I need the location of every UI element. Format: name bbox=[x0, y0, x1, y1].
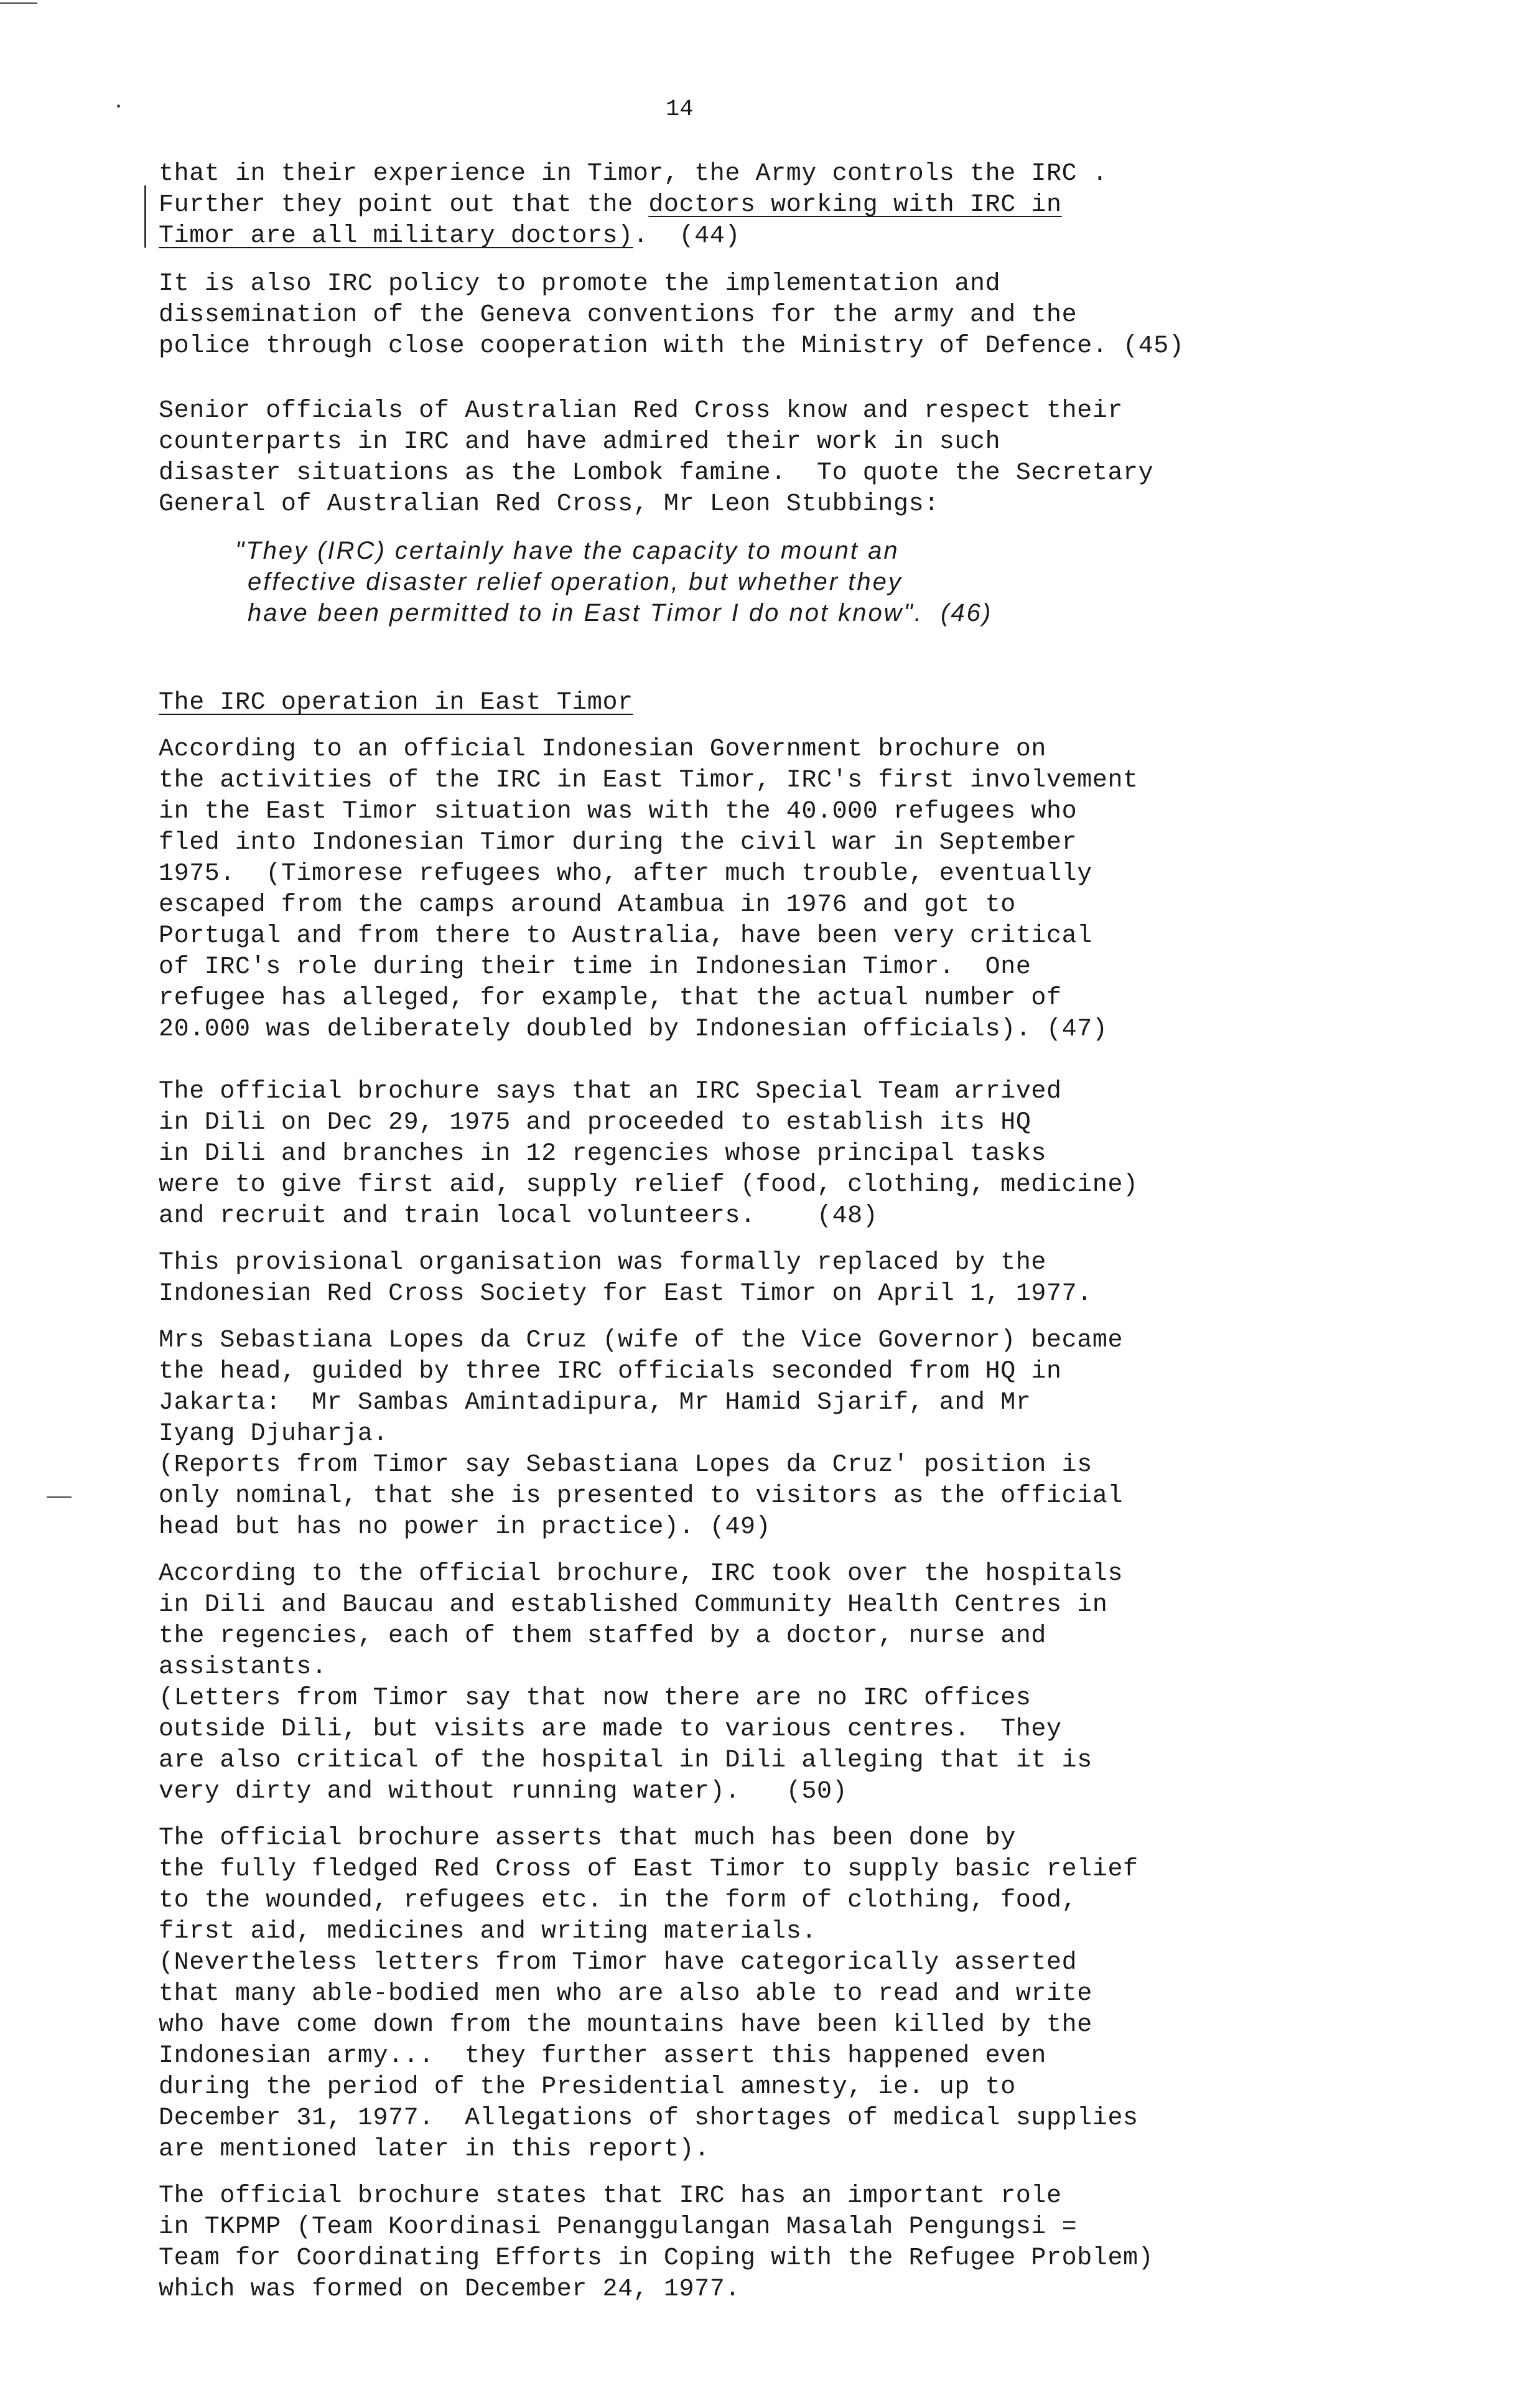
scan-speck bbox=[117, 105, 120, 108]
text-line: outside Dili, but visits are made to various centres. They bbox=[159, 1715, 1062, 1743]
text-line: (Letters from Timor say that now there are no IRC offices bbox=[159, 1684, 1031, 1712]
paragraph-7 bbox=[159, 2181, 1403, 2305]
section-heading bbox=[159, 688, 1403, 719]
paragraph-4 bbox=[159, 1325, 1403, 1543]
page-number: 14 bbox=[666, 96, 694, 123]
text-line: Portugal and from there to Australia, have been very critical bbox=[159, 922, 1092, 950]
text-line: 20.000 was deliberately doubled by Indonesian officials). (47) bbox=[159, 1015, 1108, 1043]
text-line: Iyang Djuharja. bbox=[159, 1420, 389, 1448]
text-line-part: Further they point out that the bbox=[159, 191, 649, 219]
text-line: Indonesian army... they further assert this happened even bbox=[159, 2042, 1047, 2070]
block-quote bbox=[235, 535, 1479, 628]
text-line: were to give first aid, supply relief (food, clothing, medicine) bbox=[159, 1171, 1138, 1199]
text-line: in Dili and Baucau and established Community Health Centres in bbox=[159, 1591, 1108, 1619]
text-line: which was formed on December 24, 1977. bbox=[159, 2275, 740, 2303]
text-line: in TKPMP (Team Koordinasi Penanggulangan Masalah Pengungsi = bbox=[159, 2213, 1078, 2241]
text-line: head but has no power in practice). (49) bbox=[159, 1513, 771, 1541]
scan-speck bbox=[0, 2, 37, 4]
text-line: It is also IRC policy to promote the implementation and bbox=[159, 270, 1001, 298]
text-line: who have come down from the mountains have been killed by the bbox=[159, 2011, 1092, 2039]
text-line: Jakarta: Mr Sambas Amintadipura, Mr Hamid Sjarif, and Mr bbox=[159, 1389, 1031, 1417]
text-line: and recruit and train local volunteers. (48) bbox=[159, 1202, 878, 1230]
text-line: According to an official Indonesian Government brochure on bbox=[159, 735, 1047, 763]
underlined-phrase: doctors working with IRC in bbox=[648, 191, 1062, 219]
text-line: December 31, 1977. Allegations of shortages of medical supplies bbox=[159, 2104, 1138, 2132]
text-line: first aid, medicines and writing materials. bbox=[159, 1918, 817, 1946]
scan-speck bbox=[47, 1496, 72, 1498]
text-line: Mrs Sebastiana Lopes da Cruz (wife of the Vice Governor) became bbox=[159, 1327, 1124, 1355]
text-line: disaster situations as the Lombok famine. To quote the Secretary bbox=[159, 459, 1154, 487]
text-line: refugee has alleged, for example, that the actual number of bbox=[159, 984, 1062, 1012]
text-line: are also critical of the hospital in Dili alleging that it is bbox=[159, 1747, 1092, 1775]
text-line: Indonesian Red Cross Society for East Timor on April 1, 1977. bbox=[159, 1280, 1092, 1308]
text-line: only nominal, that she is presented to visitors as the official bbox=[159, 1482, 1124, 1510]
text-line: in Dili on Dec 29, 1975 and proceeded to establish its HQ bbox=[159, 1109, 1031, 1137]
text-line: in Dili and branches in 12 regencies whose principal tasks bbox=[159, 1140, 1047, 1168]
text-line: of IRC's role during their time in Indonesian Timor. One bbox=[159, 953, 1031, 981]
paragraph-3 bbox=[159, 1248, 1403, 1310]
quote-line: have been permitted to in East Timor I do not know". (46) bbox=[248, 599, 993, 627]
text-line: the head, guided by three IRC officials seconded from HQ in bbox=[159, 1358, 1062, 1386]
footnote-ref: . (44) bbox=[633, 222, 740, 250]
paragraph-1 bbox=[159, 734, 1403, 1045]
text-line: (Reports from Timor say Sebastiana Lopes da Cruz' position is bbox=[159, 1451, 1092, 1479]
text-line: 1975. (Timorese refugees who, after much trouble, eventually bbox=[159, 860, 1092, 888]
underlined-phrase: Timor are all military doctors) bbox=[159, 222, 633, 250]
text-line: dissemination of the Geneva conventions for the army and the bbox=[159, 301, 1078, 329]
paragraph-australian bbox=[159, 396, 1403, 520]
quote-line: "They (IRC) certainly have the capacity to mount an bbox=[235, 537, 900, 564]
text-line: during the period of the Presidential amnesty, ie. up to bbox=[159, 2073, 1016, 2101]
text-line: fled into Indonesian Timor during the civil war in September bbox=[159, 829, 1078, 857]
quote-line: effective disaster relief operation, but whether they bbox=[248, 568, 903, 595]
text-line: The official brochure asserts that much has been done by bbox=[159, 1824, 1016, 1852]
text-line: the fully fledged Red Cross of East Timor to supply basic relief bbox=[159, 1855, 1138, 1883]
text-line: in the East Timor situation was with the 40.000 refugees who bbox=[159, 798, 1078, 826]
text-line: assistants. bbox=[159, 1653, 327, 1681]
text-line-underlined bbox=[159, 190, 1403, 221]
paragraph-2 bbox=[159, 1076, 1403, 1232]
text-line: The official brochure states that IRC has an important role bbox=[159, 2182, 1062, 2210]
text-line: escaped from the camps around Atambua in 1976 and got to bbox=[159, 891, 1016, 919]
paragraph-intro bbox=[159, 159, 1403, 252]
text-line: counterparts in IRC and have admired their work in such bbox=[159, 428, 1001, 456]
paragraph-geneva bbox=[159, 269, 1403, 362]
text-line: According to the official brochure, IRC took over the hospitals bbox=[159, 1560, 1124, 1588]
text-line: to the wounded, refugees etc. in the form of clothing, food, bbox=[159, 1887, 1078, 1915]
paragraph-6 bbox=[159, 1823, 1403, 2165]
text-line-underlined bbox=[159, 221, 1403, 252]
text-line: the regencies, each of them staffed by a doctor, nurse and bbox=[159, 1622, 1047, 1650]
text-line: are mentioned later in this report). bbox=[159, 2135, 710, 2163]
text-line: General of Australian Red Cross, Mr Leon Stubbings: bbox=[159, 490, 939, 518]
text-line: very dirty and without running water). (50) bbox=[159, 1778, 848, 1806]
heading-text: The IRC operation in East Timor bbox=[159, 689, 633, 717]
text-line: that in their experience in Timor, the Army controls the IRC . bbox=[159, 160, 1108, 188]
text-line: the activities of the IRC in East Timor, IRC's first involvement bbox=[159, 767, 1138, 795]
paragraph-5 bbox=[159, 1559, 1403, 1808]
text-line: police through close cooperation with the Ministry of Defence. (45) bbox=[159, 332, 1185, 360]
text-line: Team for Coordinating Efforts in Coping with the Refugee Problem) bbox=[159, 2244, 1154, 2272]
text-line: (Nevertheless letters from Timor have categorically asserted bbox=[159, 1949, 1078, 1977]
margin-bracket-mark bbox=[144, 185, 150, 248]
text-line: This provisional organisation was formally replaced by the bbox=[159, 1249, 1047, 1277]
text-line: that many able-bodied men who are also able to read and write bbox=[159, 1980, 1092, 2008]
text-line: Senior officials of Australian Red Cross know and respect their bbox=[159, 397, 1124, 425]
text-line: The official brochure says that an IRC Special Team arrived bbox=[159, 1078, 1062, 1106]
